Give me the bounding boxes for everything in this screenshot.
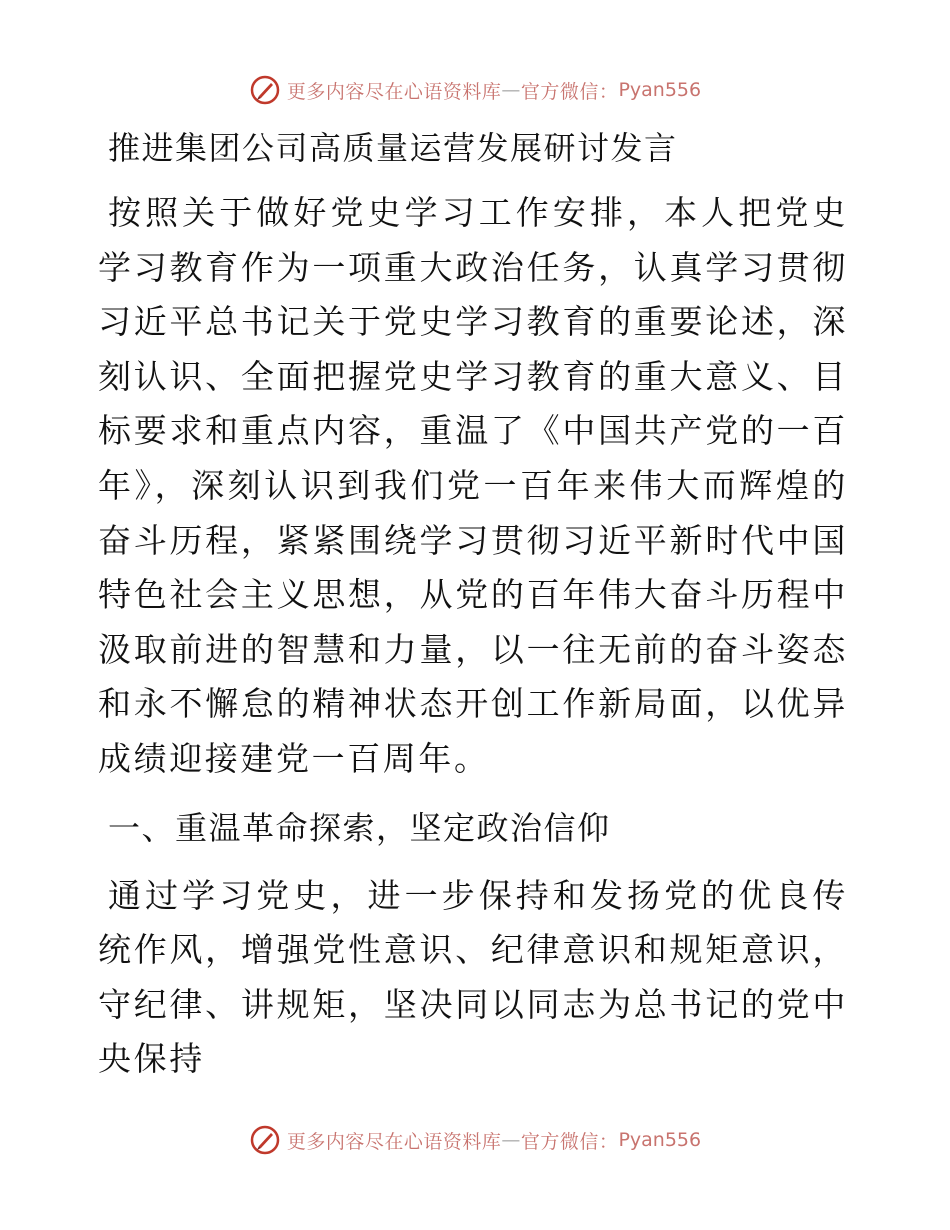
footer-watermark bbox=[0, 1122, 950, 1158]
watermark-contact-id: Pyan556 bbox=[618, 1129, 702, 1151]
watermark-contact-id: Pyan556 bbox=[618, 79, 702, 101]
watermark-contact-label: 官方微信： bbox=[520, 80, 619, 103]
section-1-heading: 一、重温革命探索，坚定政治信仰 bbox=[108, 808, 611, 847]
watermark-brand-text: 更多内容尽在心语资料库 bbox=[286, 80, 502, 103]
document-body bbox=[98, 124, 848, 1101]
document-title: 推进集团公司高质量运营发展研讨发言 bbox=[108, 129, 678, 167]
watermark-separator: — bbox=[501, 79, 521, 101]
quill-logo-icon bbox=[249, 1124, 281, 1156]
watermark-brand-text: 更多内容尽在心语资料库 bbox=[286, 1130, 502, 1153]
header-watermark bbox=[0, 72, 950, 108]
intro-paragraph: 按照关于做好党史学习工作安排，本人把党史学习教育作为一项重大政治任务，认真学习贯彻习近平总书记关于党史学习教育的重要论述，深刻认识、全面把握党史学习教育的重大意义、目标要求和重点内容，重温了《中国共产党的一百年》，深刻认识到我们党一百年来伟大而辉煌的奋斗历程，紧紧围绕学习贯彻习近平新时代中国特色社会主义思想，从党的百年伟大奋斗历程中汲取前进的智慧和力量，以一往无前的奋斗姿态和永不懈怠的精神状态开创工作新局面，以优异成绩迎接建党一百周年。 bbox=[98, 193, 848, 778]
watermark-contact-label: 官方微信： bbox=[520, 1130, 619, 1153]
quill-logo-icon bbox=[249, 74, 281, 106]
section-1-paragraph: 通过学习党史，进一步保持和发扬党的优良传统作风，增强党性意识、纪律意识和规矩意识，守纪律、讲规矩，坚决同以同志为总书记的党中央保持 bbox=[98, 875, 848, 1079]
watermark-separator: — bbox=[501, 1129, 521, 1151]
